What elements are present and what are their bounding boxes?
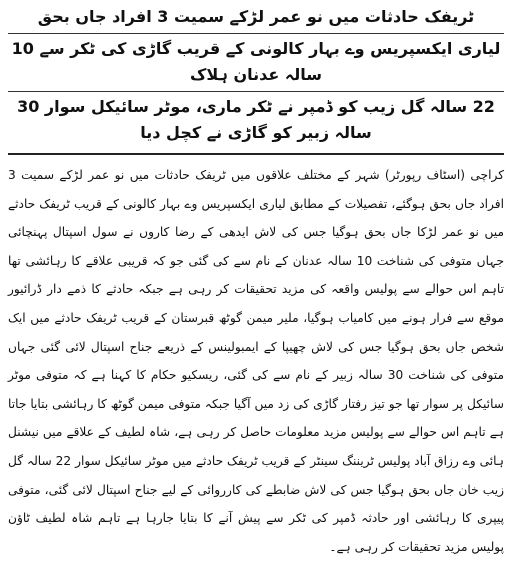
sub-headline-1: لیاری ایکسپریس وے بہار کالونی کے قریب گاڑی کی ٹکر سے 10 سالہ عدنان ہلاک — [8, 36, 504, 92]
article-body: کراچی (اسٹاف رپورٹر) شہر کے مختلف علاقوں میں ٹریفک حادثات میں نو عمر لڑکے سمیت 3 افراد جاں بحق ہوگئے، تفصیلات کے مطابق لیاری ایکسپریس وے بہار کالونی کے قریب ٹریفک حادثے میں نو عمر لڑکا جاں بحق ہوگیا جس کی لاش ایدھی کے رضا کاروں نے سول اسپتال پہنچائی جہاں متوفی کی شناخت 10 سالہ عدنان کے نام سے کی گئی جو کہ قریبی علاقے کا رہائشی تھا تاہم اس حوالے سے پولیس واقعہ کی مزید تحقیقات کر رہی ہے جبکہ حادثے کا ذمے دار ڈرائیور موقع سے فرار ہونے میں کامیاب ہوگیا، ملیر میمن گوٹھ قبرستان کے قریب ٹریفک حادثے میں ایک شخص جاں بحق ہوگیا جس کی لاش چھیپا کے ایمبولینس کے ذریعے جناح اسپتال لائی گئی جہاں متوفی کی شناخت 30 سالہ زبیر کے نام سے کی گئی، ریسکیو حکام کا کہنا ہے کہ متوفی موٹر سائیکل پر سوار تھا جو تیز رفتار گاڑی کی زد میں آگیا جبکہ متوفی میمن گوٹھ کا رہائشی بتایا جاتا ہے تاہم اس حوالے سے پولیس مزید معلومات حاصل کر رہی ہے، شاہ لطیف کے علاقے میں نیشنل ہائی وے رزاق آباد پولیس ٹریننگ سینٹر کے قریب ٹریفک حادثے میں موٹر سائیکل سوار 22 سالہ گل زیب خان جاں بحق ہوگیا جس کی لاش ضابطے کی کارروائی کے لیے جناح اسپتال لائی گئی، متوفی پیپری کا رہائشی اور حادثہ ڈمپر کی ٹکر سے پیش آنے کا بتایا جارہا ہے تاہم شاہ لطیف ٹاؤن پولیس مزید تحقیقات کر رہی ہے۔ — [8, 168, 505, 554]
main-headline: ٹریفک حادثات میں نو عمر لڑکے سمیت 3 افراد جاں بحق — [8, 4, 504, 34]
sub-headline-2: 22 سالہ گل زیب کو ڈمپر نے ٹکر ماری، موٹر سائیکل سوار 30 سالہ زبیر کو گاڑی نے کچل دیا — [17, 97, 495, 142]
headline-block — [8, 4, 504, 155]
